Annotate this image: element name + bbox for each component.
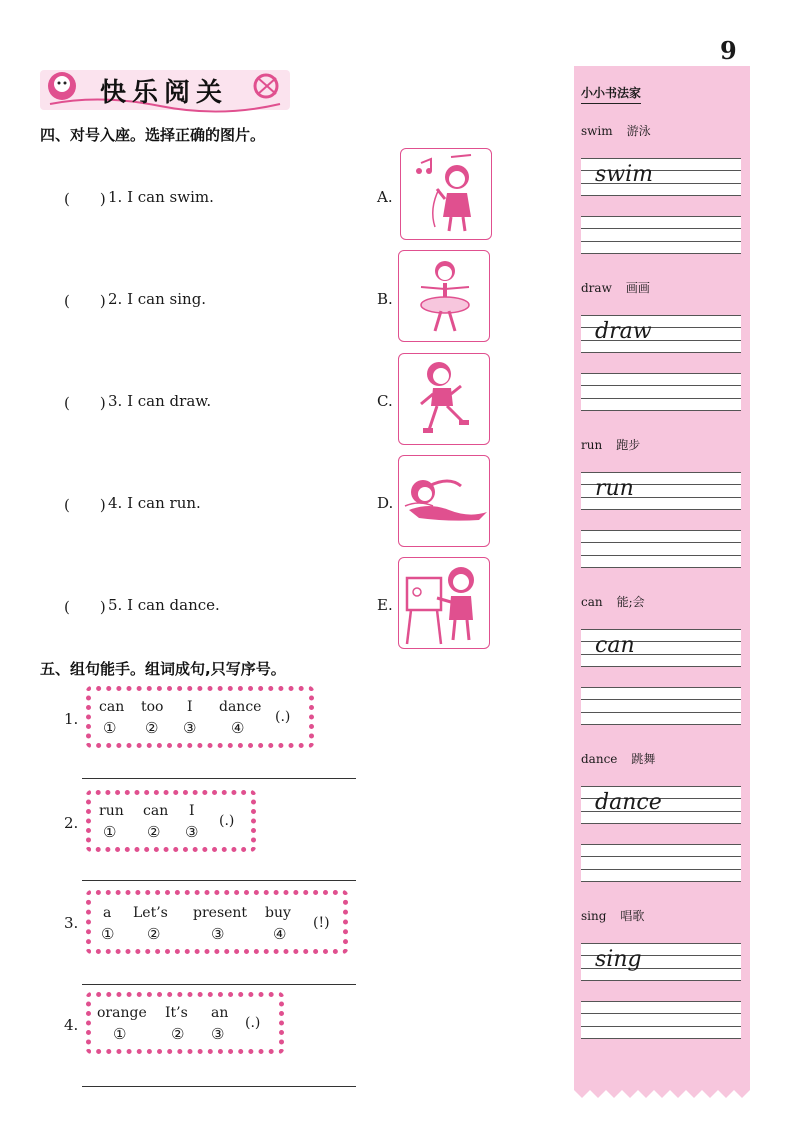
model-word: swim (595, 162, 654, 187)
word: too (141, 699, 164, 715)
answer-blank-5[interactable]: ( ) (64, 598, 106, 616)
drawing-girl-icon (399, 558, 489, 648)
word: I (187, 699, 193, 715)
model-word: sing (595, 947, 642, 972)
question-5: 5. I can dance. (108, 596, 220, 614)
answer-line-2[interactable] (82, 880, 356, 881)
picture-c-running[interactable] (398, 353, 490, 445)
word: orange (97, 1005, 147, 1021)
word: It’s (165, 1005, 188, 1021)
word-cn: 画画 (625, 281, 650, 295)
picture-e-drawing[interactable] (398, 557, 490, 649)
model-word: dance (595, 790, 662, 815)
model-writing-dance (581, 786, 741, 824)
word-label-draw (581, 279, 650, 296)
word: a (103, 905, 112, 921)
sidebar-title: 小小书法家 (581, 84, 641, 104)
question-3: 3. I can draw. (108, 392, 212, 410)
answer-blank-1[interactable]: ( ) (64, 190, 106, 208)
swimming-girl-icon (399, 456, 489, 546)
word-cn: 唱歌 (620, 909, 645, 923)
practice-lines-sing[interactable] (581, 1001, 741, 1039)
answer-blank-4[interactable]: ( ) (64, 496, 106, 514)
practice-lines-dance[interactable] (581, 844, 741, 882)
practice-lines-can[interactable] (581, 687, 741, 725)
word-box-3 (86, 890, 348, 954)
practice-lines-draw[interactable] (581, 373, 741, 411)
answer-blank-2[interactable]: ( ) (64, 292, 106, 310)
word: buy (265, 905, 291, 921)
word: I (189, 803, 195, 819)
word-number: ③ (211, 1025, 225, 1043)
word-number: ③ (185, 823, 199, 841)
question-4: 4. I can run. (108, 494, 201, 512)
banner-title: 快乐阅关 (100, 78, 229, 108)
word-number: ① (113, 1025, 127, 1043)
option-label-c: C. (377, 392, 393, 410)
word: present (193, 905, 248, 921)
question-2: 2. I can sing. (108, 290, 207, 308)
word-en: dance (581, 752, 618, 766)
word-cn: 能;会 (616, 595, 645, 609)
section5-title: 五、组句能手。组词成句,只写序号。 (40, 660, 286, 678)
word-en: draw (581, 281, 612, 295)
word-en: run (581, 438, 603, 452)
punctuation: (.) (275, 709, 291, 725)
picture-a-singing[interactable] (400, 148, 492, 240)
word-number: ② (147, 925, 161, 943)
running-girl-icon (399, 354, 489, 444)
model-word: draw (595, 319, 652, 344)
word: run (99, 803, 124, 819)
word-number: ① (103, 719, 117, 737)
word-number: ③ (211, 925, 225, 943)
item-number-1: 1. (64, 710, 79, 728)
item-number-2: 2. (64, 814, 79, 832)
option-label-d: D. (377, 494, 394, 512)
page-number: 9 (720, 36, 737, 65)
option-label-e: E. (377, 596, 393, 614)
option-label-b: B. (377, 290, 393, 308)
model-writing-can (581, 629, 741, 667)
word-en: can (581, 595, 603, 609)
model-writing-swim (581, 158, 741, 196)
word-cn: 跳舞 (631, 752, 656, 766)
practice-lines-swim[interactable] (581, 216, 741, 254)
answer-line-4[interactable] (82, 1086, 356, 1087)
word-number: ② (171, 1025, 185, 1043)
answer-line-1[interactable] (82, 778, 356, 779)
model-writing-draw (581, 315, 741, 353)
word-number: ③ (183, 719, 197, 737)
word: can (143, 803, 169, 819)
model-writing-sing (581, 943, 741, 981)
word: can (99, 699, 125, 715)
word-cn: 游泳 (626, 124, 651, 138)
picture-b-dancing[interactable] (398, 250, 490, 342)
word-label-dance (581, 750, 655, 767)
punctuation: (.) (219, 813, 235, 829)
word: dance (219, 699, 262, 715)
question-1: 1. I can swim. (108, 188, 214, 206)
word-number: ② (147, 823, 161, 841)
word-label-swim (581, 122, 651, 139)
word-label-run (581, 436, 640, 453)
model-word: can (595, 633, 635, 658)
word-number: ④ (231, 719, 245, 737)
model-word: run (595, 476, 634, 501)
option-label-a: A. (377, 188, 393, 206)
section4-title: 四、对号入座。选择正确的图片。 (40, 126, 266, 144)
word: Let’s (133, 905, 168, 921)
word-label-sing (581, 907, 644, 924)
word-number: ④ (273, 925, 287, 943)
word-box-1 (86, 686, 314, 748)
word-number: ② (145, 719, 159, 737)
word-box-2 (86, 790, 256, 852)
picture-d-swimming[interactable] (398, 455, 490, 547)
punctuation: (.) (245, 1015, 261, 1031)
word-box-4 (86, 992, 284, 1054)
practice-lines-run[interactable] (581, 530, 741, 568)
model-writing-run (581, 472, 741, 510)
word: an (211, 1005, 229, 1021)
word-number: ① (101, 925, 115, 943)
ballerina-icon (399, 251, 489, 341)
word-label-can (581, 593, 645, 610)
word-number: ① (103, 823, 117, 841)
answer-line-3[interactable] (82, 984, 356, 985)
item-number-3: 3. (64, 914, 79, 932)
word-en: sing (581, 909, 607, 923)
item-number-4: 4. (64, 1016, 79, 1034)
word-en: swim (581, 124, 613, 138)
punctuation: (!) (313, 915, 330, 931)
zigzag-edge-decoration (574, 1080, 750, 1098)
singing-girl-icon (401, 149, 491, 239)
answer-blank-3[interactable]: ( ) (64, 394, 106, 412)
word-cn: 跑步 (616, 438, 641, 452)
